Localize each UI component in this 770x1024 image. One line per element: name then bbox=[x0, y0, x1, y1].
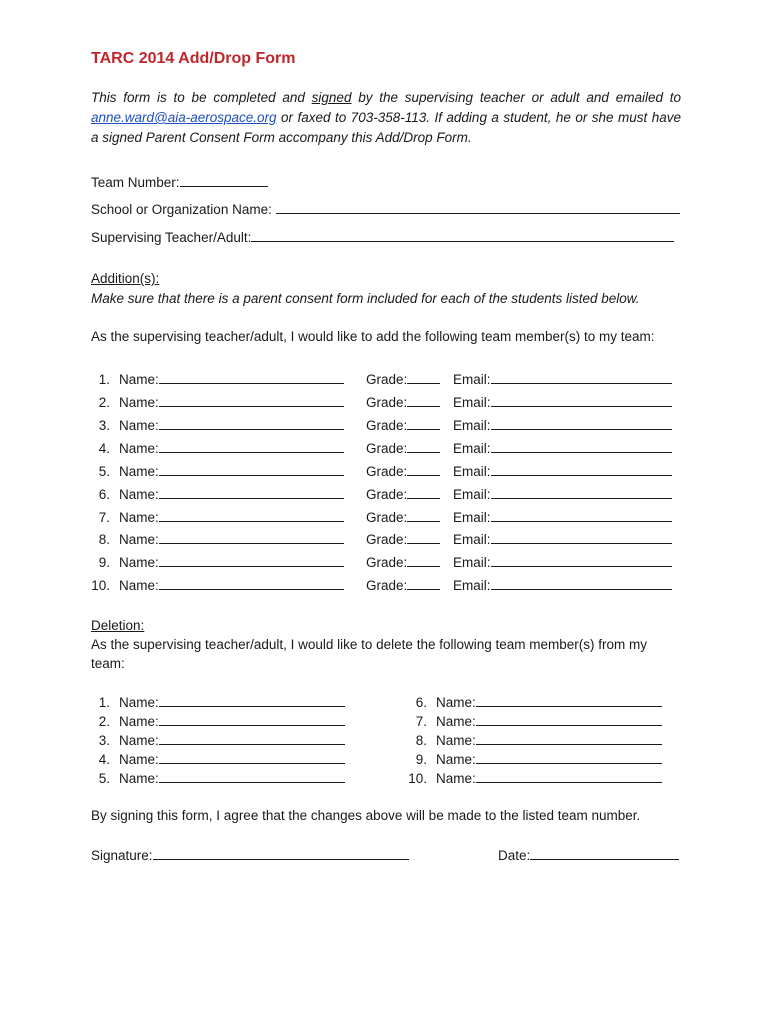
additions-note: Make sure that there is a parent consent form included for each of the students listed below. bbox=[91, 291, 640, 306]
email-label: Email: bbox=[453, 555, 491, 570]
grade-label: Grade: bbox=[366, 372, 408, 387]
email-field bbox=[453, 462, 672, 479]
intro-text-2: by the supervising teacher or adult and emailed to bbox=[351, 90, 681, 105]
email-label: Email: bbox=[453, 395, 491, 410]
name-input[interactable] bbox=[159, 370, 344, 384]
row-number: 5. bbox=[98, 771, 110, 786]
name-input[interactable] bbox=[159, 693, 345, 707]
name-input[interactable] bbox=[476, 750, 662, 764]
email-field bbox=[453, 553, 672, 570]
email-field bbox=[453, 370, 672, 387]
row-number: 2. bbox=[98, 714, 110, 729]
grade-input[interactable] bbox=[407, 462, 440, 476]
grade-field bbox=[366, 393, 440, 410]
intro-text-1: This form is to be completed and bbox=[91, 90, 312, 105]
intro-signed: signed bbox=[311, 90, 352, 105]
name-label: Name: bbox=[119, 695, 159, 710]
deletion-row-right bbox=[391, 712, 662, 729]
email-label: Email: bbox=[453, 532, 491, 547]
row-number: 10. bbox=[91, 578, 110, 593]
addition-row bbox=[74, 462, 344, 479]
school-field bbox=[91, 200, 680, 217]
name-input[interactable] bbox=[476, 769, 662, 783]
grade-label: Grade: bbox=[366, 510, 408, 525]
name-label: Name: bbox=[436, 714, 476, 729]
contact-email-link[interactable]: anne.ward@aia-aerospace.org bbox=[91, 110, 277, 125]
additions-heading: Addition(s): bbox=[91, 271, 160, 286]
name-input[interactable] bbox=[159, 508, 344, 522]
email-label: Email: bbox=[453, 578, 491, 593]
name-label: Name: bbox=[119, 464, 159, 479]
row-number: 6. bbox=[415, 695, 427, 710]
name-label: Name: bbox=[119, 418, 159, 433]
name-label: Name: bbox=[436, 752, 476, 767]
name-input[interactable] bbox=[159, 769, 345, 783]
email-field bbox=[453, 508, 672, 525]
name-input[interactable] bbox=[476, 693, 662, 707]
deletion-row-right bbox=[391, 769, 662, 786]
page-title: TARC 2014 Add/Drop Form bbox=[91, 50, 296, 67]
email-label: Email: bbox=[453, 372, 491, 387]
deletion-row-left bbox=[74, 769, 345, 786]
email-input[interactable] bbox=[491, 530, 672, 544]
addition-row bbox=[74, 553, 344, 570]
name-label: Name: bbox=[119, 733, 159, 748]
signature-label: Signature: bbox=[91, 848, 153, 863]
team-number-label: Team Number: bbox=[91, 175, 180, 190]
name-input[interactable] bbox=[159, 750, 345, 764]
row-number: 9. bbox=[415, 752, 427, 767]
email-field bbox=[453, 439, 672, 456]
addition-row bbox=[74, 576, 344, 593]
row-number: 8. bbox=[415, 733, 427, 748]
name-input[interactable] bbox=[476, 731, 662, 745]
date-input[interactable] bbox=[530, 846, 679, 860]
email-field bbox=[453, 485, 672, 502]
signature-field bbox=[91, 846, 409, 863]
row-number: 9. bbox=[98, 555, 110, 570]
email-input[interactable] bbox=[491, 462, 672, 476]
email-input[interactable] bbox=[491, 439, 672, 453]
name-input[interactable] bbox=[159, 439, 344, 453]
row-number: 7. bbox=[415, 714, 427, 729]
email-input[interactable] bbox=[491, 485, 672, 499]
grade-label: Grade: bbox=[366, 532, 408, 547]
team-number-field bbox=[91, 173, 268, 190]
grade-label: Grade: bbox=[366, 487, 408, 502]
grade-input[interactable] bbox=[407, 416, 440, 430]
agreement-text: By signing this form, I agree that the changes above will be made to the listed team number. bbox=[91, 808, 641, 823]
deletion-statement-line1: As the supervising teacher/adult, I would like to delete the following team member(s) from my bbox=[91, 637, 647, 652]
name-label: Name: bbox=[119, 771, 159, 786]
name-label: Name: bbox=[119, 395, 159, 410]
email-label: Email: bbox=[453, 487, 491, 502]
grade-input[interactable] bbox=[407, 553, 440, 567]
school-label: School or Organization Name: bbox=[91, 202, 272, 217]
name-label: Name: bbox=[119, 487, 159, 502]
email-field bbox=[453, 393, 672, 410]
addition-row bbox=[74, 393, 344, 410]
teacher-input[interactable] bbox=[251, 228, 674, 242]
row-number: 10. bbox=[408, 771, 427, 786]
grade-label: Grade: bbox=[366, 441, 408, 456]
name-label: Name: bbox=[119, 532, 159, 547]
email-label: Email: bbox=[453, 510, 491, 525]
grade-field bbox=[366, 462, 440, 479]
email-field bbox=[453, 416, 672, 433]
row-number: 7. bbox=[98, 510, 110, 525]
addition-row bbox=[74, 485, 344, 502]
grade-field bbox=[366, 439, 440, 456]
deletion-heading: Deletion: bbox=[91, 618, 145, 633]
grade-input[interactable] bbox=[407, 508, 440, 522]
grade-label: Grade: bbox=[366, 418, 408, 433]
grade-field bbox=[366, 370, 440, 387]
grade-field bbox=[366, 416, 440, 433]
row-number: 8. bbox=[98, 532, 110, 547]
grade-field bbox=[366, 508, 440, 525]
team-number-input[interactable] bbox=[180, 173, 268, 187]
deletion-row-left bbox=[74, 750, 345, 767]
intro-text-3: or faxed to 703-358-113. If adding a student, he or she must have a signed Parent Consent Form accompany this Add/Drop Form. bbox=[91, 110, 681, 145]
grade-label: Grade: bbox=[366, 464, 408, 479]
name-label: Name: bbox=[119, 372, 159, 387]
row-number: 1. bbox=[98, 695, 110, 710]
deletion-row-left bbox=[74, 712, 345, 729]
name-label: Name: bbox=[436, 733, 476, 748]
name-input[interactable] bbox=[159, 416, 344, 430]
grade-field bbox=[366, 576, 440, 593]
email-field bbox=[453, 576, 672, 593]
row-number: 2. bbox=[98, 395, 110, 410]
email-input[interactable] bbox=[491, 370, 672, 384]
grade-label: Grade: bbox=[366, 395, 408, 410]
row-number: 4. bbox=[98, 752, 110, 767]
date-label: Date: bbox=[498, 848, 531, 863]
name-label: Name: bbox=[436, 695, 476, 710]
row-number: 3. bbox=[98, 733, 110, 748]
deletion-row-left bbox=[74, 693, 345, 710]
grade-input[interactable] bbox=[407, 485, 440, 499]
date-field bbox=[498, 846, 679, 863]
grade-input[interactable] bbox=[407, 530, 440, 544]
name-input[interactable] bbox=[159, 712, 345, 726]
email-input[interactable] bbox=[491, 393, 672, 407]
name-label: Name: bbox=[119, 578, 159, 593]
addition-row bbox=[74, 439, 344, 456]
name-input[interactable] bbox=[159, 530, 344, 544]
deletion-row-right bbox=[391, 693, 662, 710]
row-number: 5. bbox=[98, 464, 110, 479]
grade-label: Grade: bbox=[366, 555, 408, 570]
teacher-field bbox=[91, 228, 674, 245]
row-number: 1. bbox=[98, 372, 110, 387]
deletion-row-right bbox=[391, 750, 662, 767]
grade-input[interactable] bbox=[407, 370, 440, 384]
name-input[interactable] bbox=[159, 731, 345, 745]
grade-input[interactable] bbox=[407, 576, 440, 590]
addition-row bbox=[74, 530, 344, 547]
addition-row bbox=[74, 416, 344, 433]
row-number: 3. bbox=[98, 418, 110, 433]
name-input[interactable] bbox=[476, 712, 662, 726]
name-input[interactable] bbox=[159, 553, 344, 567]
signature-input[interactable] bbox=[153, 846, 409, 860]
email-field bbox=[453, 530, 672, 547]
intro-paragraph bbox=[91, 88, 681, 148]
addition-row bbox=[74, 508, 344, 525]
deletion-row-left bbox=[74, 731, 345, 748]
row-number: 6. bbox=[98, 487, 110, 502]
name-label: Name: bbox=[436, 771, 476, 786]
grade-input[interactable] bbox=[407, 393, 440, 407]
row-number: 4. bbox=[98, 441, 110, 456]
deletion-statement-line2: team: bbox=[91, 656, 125, 671]
name-label: Name: bbox=[119, 510, 159, 525]
email-input[interactable] bbox=[491, 508, 672, 522]
grade-input[interactable] bbox=[407, 439, 440, 453]
deletion-row-right bbox=[391, 731, 662, 748]
email-label: Email: bbox=[453, 464, 491, 479]
name-label: Name: bbox=[119, 555, 159, 570]
email-input[interactable] bbox=[491, 553, 672, 567]
email-label: Email: bbox=[453, 441, 491, 456]
name-label: Name: bbox=[119, 441, 159, 456]
name-input[interactable] bbox=[159, 462, 344, 476]
name-label: Name: bbox=[119, 714, 159, 729]
addition-row bbox=[74, 370, 344, 387]
email-label: Email: bbox=[453, 418, 491, 433]
grade-field bbox=[366, 485, 440, 502]
school-input[interactable] bbox=[276, 200, 680, 214]
additions-statement: As the supervising teacher/adult, I would like to add the following team member(s) to my team: bbox=[91, 329, 655, 344]
name-label: Name: bbox=[119, 752, 159, 767]
name-input[interactable] bbox=[159, 485, 344, 499]
grade-label: Grade: bbox=[366, 578, 408, 593]
email-input[interactable] bbox=[491, 416, 672, 430]
name-input[interactable] bbox=[159, 576, 344, 590]
grade-field bbox=[366, 553, 440, 570]
teacher-label: Supervising Teacher/Adult: bbox=[91, 230, 252, 245]
grade-field bbox=[366, 530, 440, 547]
email-input[interactable] bbox=[491, 576, 672, 590]
name-input[interactable] bbox=[159, 393, 344, 407]
